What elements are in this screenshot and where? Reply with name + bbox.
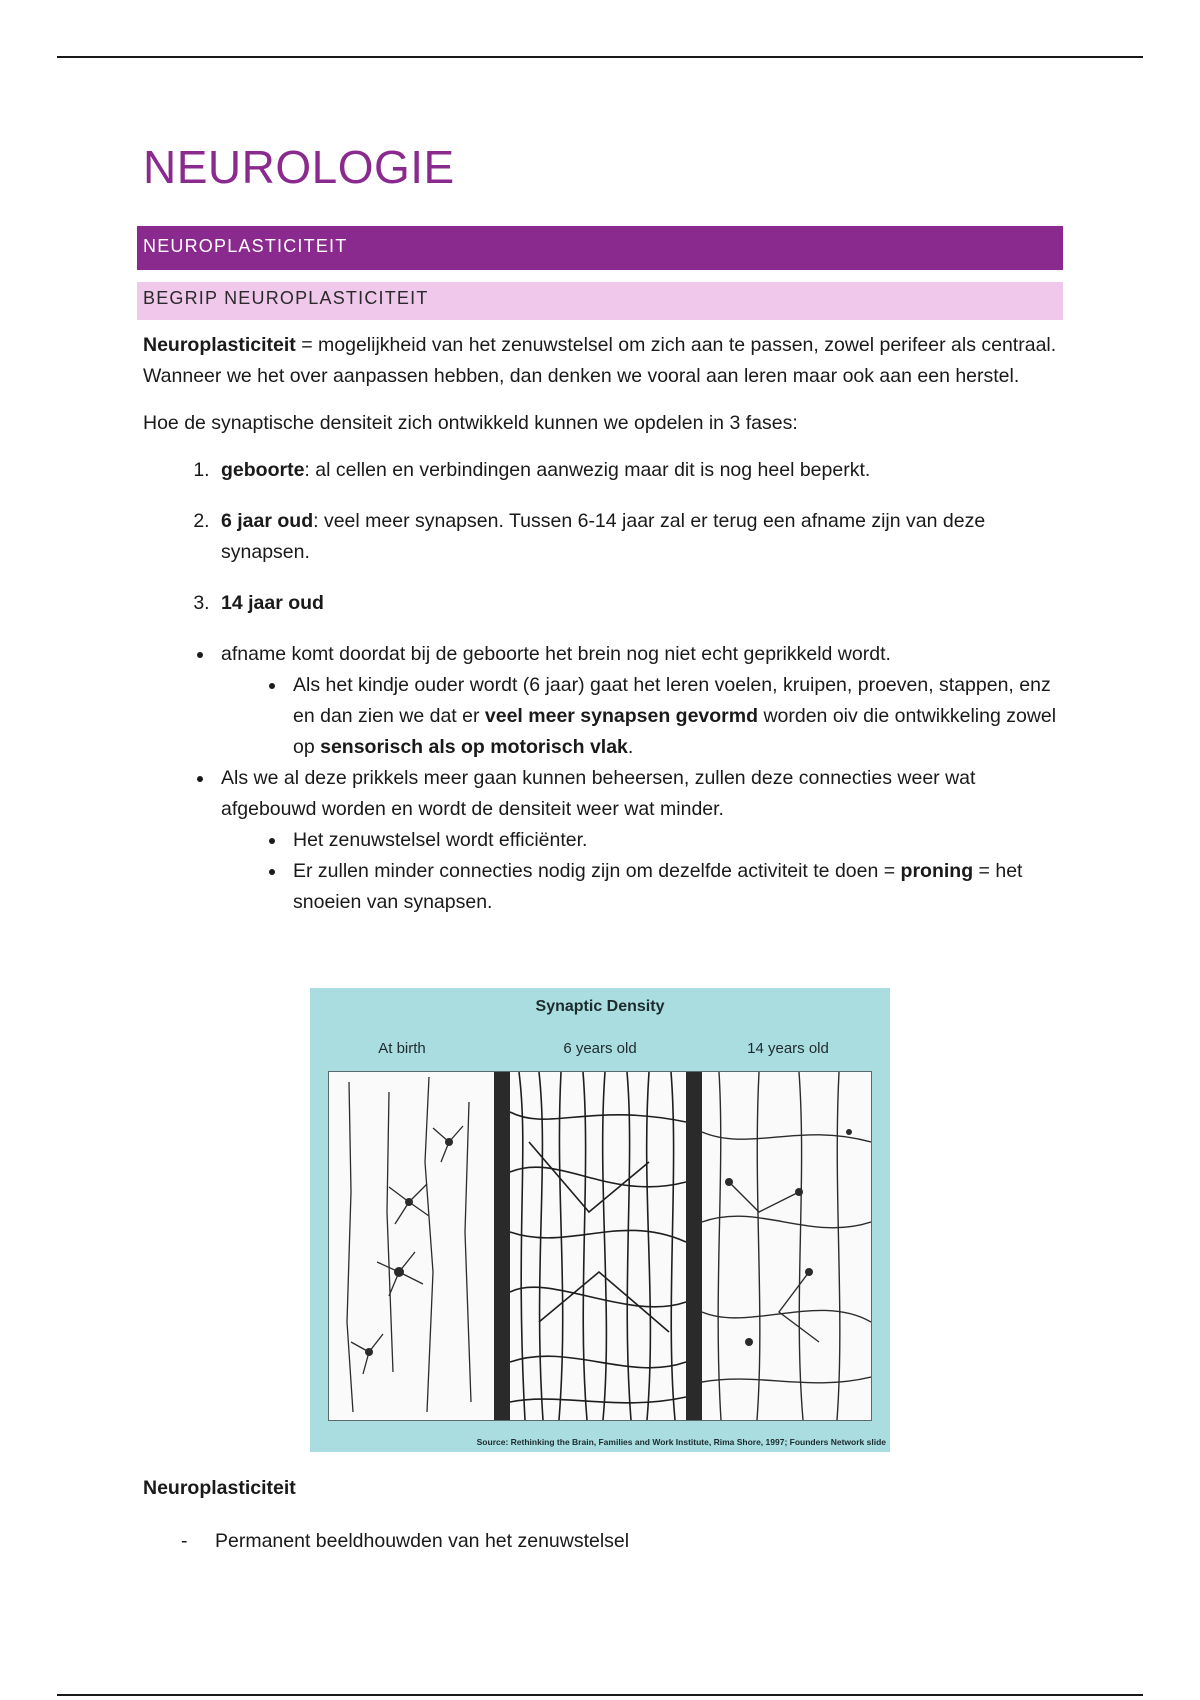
phase-term: geboorte [221,459,305,481]
sub-text: Als het kindje ouder wordt (6 jaar) gaat het leren voelen, kruipen, proeven, stappen, enz en dan zien we dat er [293,674,1051,727]
sub-text: Er zullen minder connecties nodig zijn om dezelfde activiteit te doen = [293,860,901,882]
phase-term: 14 jaar oud [221,592,324,614]
figure-label-14y: 14 years old [747,1040,829,1057]
phases-intro: Hoe de synaptische densiteit zich ontwikkeld kunnen we opdelen in 3 fases: [143,412,798,434]
bullet-list [143,639,1073,918]
figure-title: Synaptic Density [535,998,665,1015]
section-2 [143,1473,1043,1557]
panel-divider [494,1072,510,1420]
figure-label-birth: At birth [378,1040,426,1057]
sub-text: worden oiv die ontwikkeling zowel op [293,705,1057,758]
sub-bold: veel meer synapsen gevormd [484,705,759,727]
bottom-rule [57,1694,1143,1696]
sub-bullet-list [221,825,1073,918]
bullet-text: afname komt doordat bij de geboorte het brein nog niet echt geprikkeld wordt. [221,643,891,665]
sub-text: . [627,736,634,758]
list-item: • Het zenuwstelsel wordt efficiënter. [287,825,1073,856]
intro-paragraph [143,330,1073,392]
list-item [143,1526,1043,1557]
body-text [143,330,1073,918]
sub-bold: sensorisch als op motorisch vlak [320,736,628,758]
sub-text: = het snoeien van synapsen. [293,860,1023,913]
list-item [287,856,1073,918]
list-item [287,670,1073,763]
synaptic-density-figure [310,988,890,1452]
list-item [215,639,1073,763]
neuron-illustration [328,1071,872,1421]
list-item-text: Permanent beeldhouwden van het zenuwstelsel [215,1530,630,1552]
bullet-text: Als we al deze prikkels meer gaan kunnen beheersen, zullen deze connecties weer wat afgebouwd worden en wordt de densiteit weer wat minder. [221,767,976,820]
section-2-heading: Neuroplasticiteit [143,1477,296,1499]
neuron-drawing [329,1072,871,1420]
figure-label-6y: 6 years old [563,1040,637,1057]
intro-term: Neuroplasticiteit [143,334,296,356]
list-item [215,455,1073,486]
intro-text: = mogelijkheid van het zenuwstelsel om zich aan te passen, zowel perifeer als centraal. Wanneer we het over aanpassen hebben, dan denken we vooral aan leren maar ook aan een herstel. [143,334,1057,387]
page-title: NEUROLOGIE [143,141,455,193]
list-item [215,506,1073,568]
phases-list [143,455,1073,619]
sub-bullet-list [221,670,1073,763]
list-item [215,763,1073,918]
section-heading: NEUROPLASTICITEIT [137,226,1063,270]
dash-marker: - [181,1530,188,1552]
top-rule [57,56,1143,58]
phase-text: : al cellen en verbindingen aanwezig maar dit is nog heel beperkt. [304,459,871,481]
panel-background [329,1072,871,1420]
phase-term: 6 jaar oud [221,510,314,532]
sub-bold: proning [900,860,974,882]
figure-source: Source: Rethinking the Brain, Families and Work Institute, Rima Shore, 1997; Founders Network slide [476,1437,886,1447]
panel-divider [686,1072,702,1420]
phase-text: : veel meer synapsen. Tussen 6-14 jaar zal er terug een afname zijn van deze synapsen. [221,510,986,563]
list-item [215,588,1073,619]
subsection-heading: BEGRIP NEUROPLASTICITEIT [137,282,1063,320]
